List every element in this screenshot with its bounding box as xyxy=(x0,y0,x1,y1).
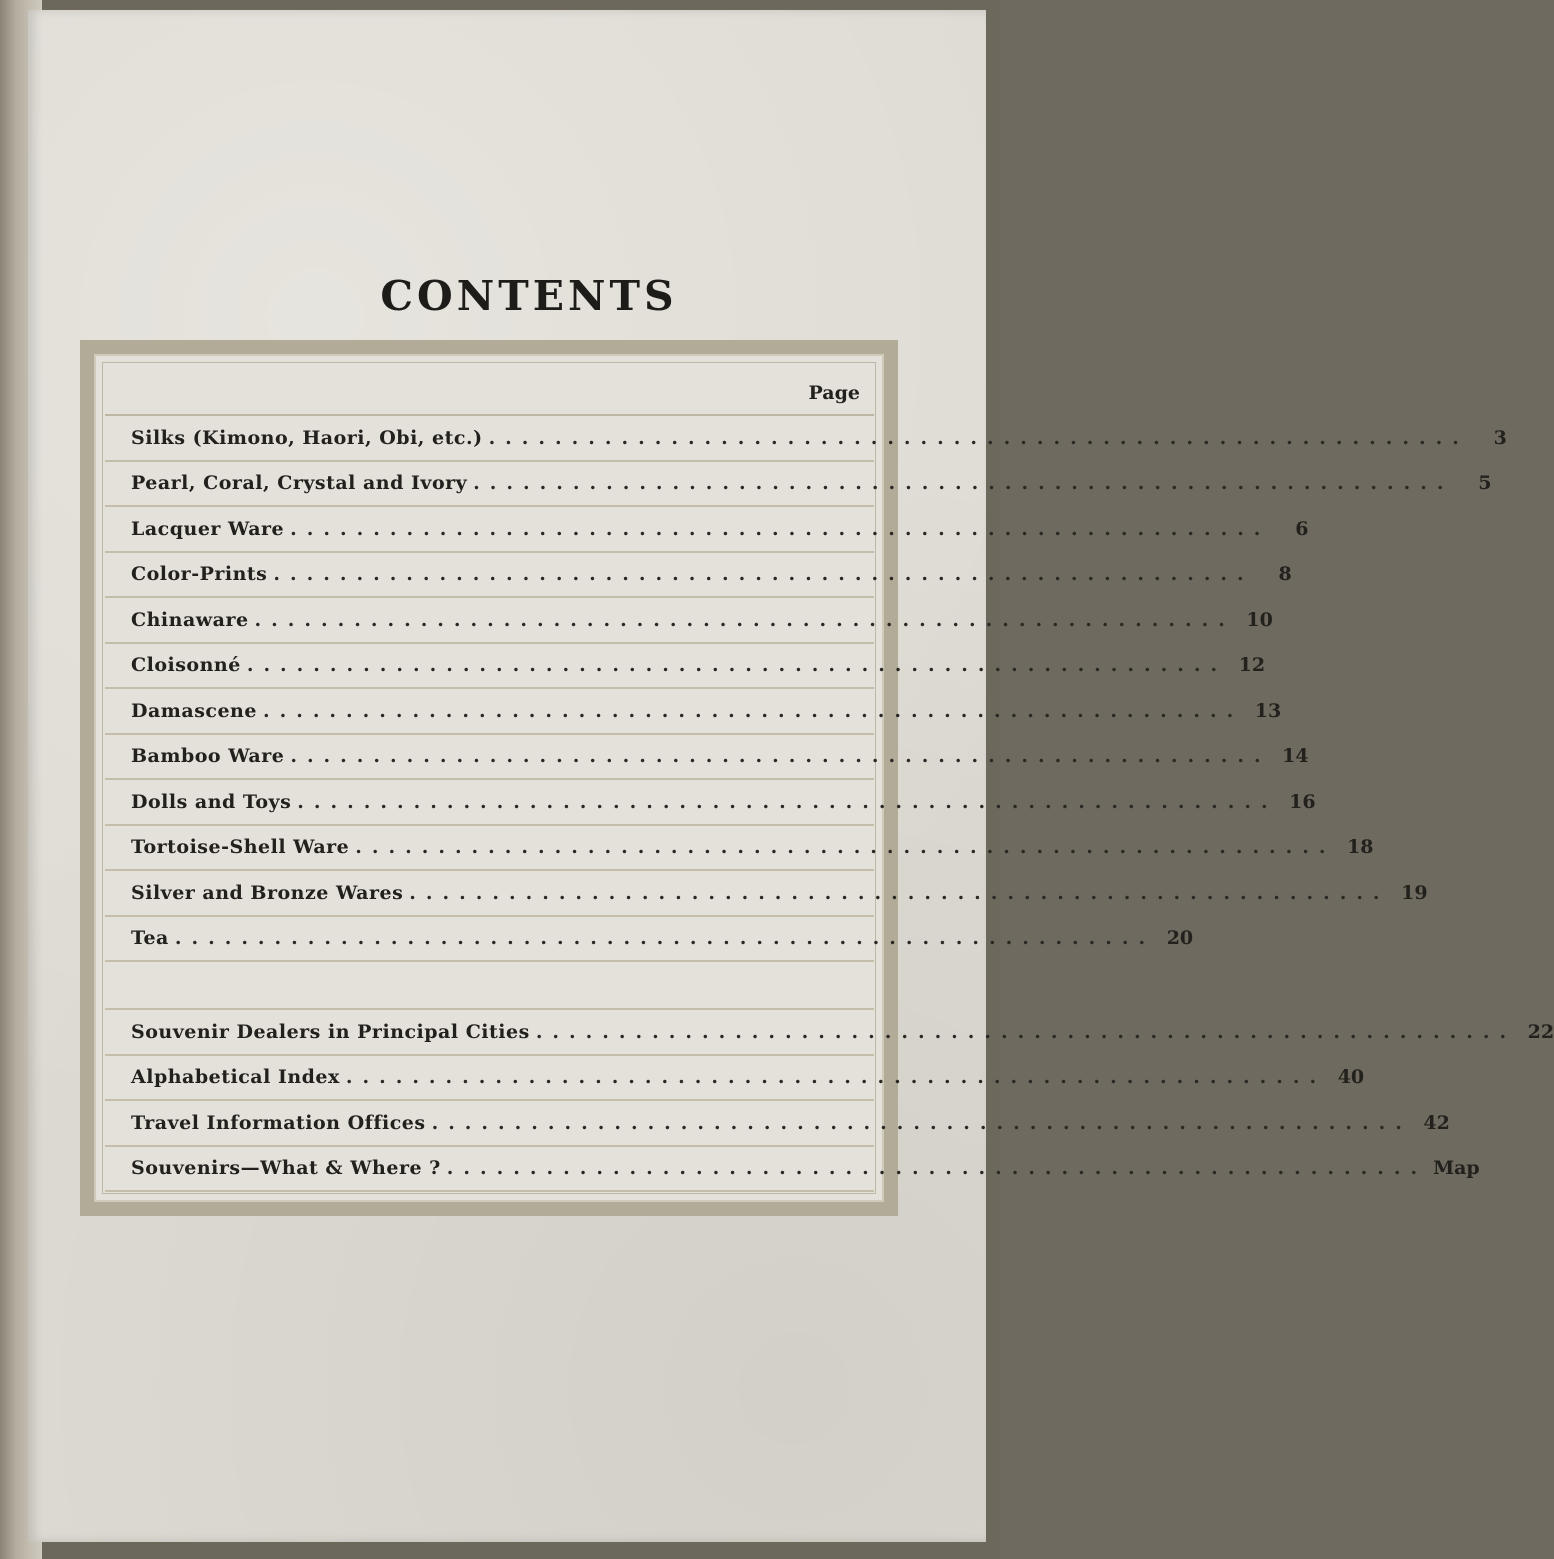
appendix-entry-label: Alphabetical Index xyxy=(131,1066,340,1089)
page-header-label: Page xyxy=(808,382,860,404)
toc-entry[interactable] xyxy=(105,644,1266,690)
toc-entry-page: 10 xyxy=(1246,608,1273,631)
appendix-entry-page: Map xyxy=(1433,1157,1480,1180)
appendix-entry-page: 22 xyxy=(1527,1020,1554,1043)
appendix-entry[interactable] xyxy=(105,1056,1365,1102)
appendix-entry[interactable] xyxy=(105,1101,1450,1147)
leader-dots: ........................................................... xyxy=(473,472,1454,495)
appendix-entry[interactable] xyxy=(105,1010,1554,1056)
toc-entry-label: Tea xyxy=(131,927,169,950)
appendix-entry-page: 42 xyxy=(1423,1111,1450,1134)
toc-entry-page: 18 xyxy=(1347,836,1374,859)
toc-entry-label: Silks (Kimono, Haori, Obi, etc.) xyxy=(131,426,483,449)
contents-list xyxy=(105,366,1554,1192)
leader-dots: ........................................................... xyxy=(290,745,1271,768)
toc-entry[interactable] xyxy=(105,780,1316,826)
toc-entry-page: 8 xyxy=(1278,563,1292,586)
leader-dots: ........................................................... xyxy=(535,1020,1517,1043)
leader-dots: ........................................................... xyxy=(174,927,1156,950)
leader-dots: ........................................................... xyxy=(409,881,1390,904)
toc-entry[interactable] xyxy=(105,553,1292,599)
page-title: CONTENTS xyxy=(380,272,678,320)
leader-dots: ........................................................... xyxy=(273,563,1254,586)
contents-panel xyxy=(94,354,1554,1202)
section-spacer xyxy=(105,962,874,1010)
leader-dots: ........................................................... xyxy=(345,1066,1327,1089)
appendix-entry-label: Travel Information Offices xyxy=(131,1111,426,1134)
appendix-entry-label: Souvenir Dealers in Principal Cities xyxy=(131,1020,530,1043)
toc-entry-page: 20 xyxy=(1166,927,1194,950)
toc-entry[interactable] xyxy=(105,826,1374,872)
toc-entry[interactable] xyxy=(105,462,1492,508)
contents-frame xyxy=(80,340,1554,1216)
leader-dots: ........................................................... xyxy=(488,426,1469,449)
page-column-header xyxy=(105,366,874,416)
toc-entry[interactable] xyxy=(105,416,1507,462)
toc-entry[interactable] xyxy=(105,735,1309,781)
toc-entry-page: 14 xyxy=(1282,745,1309,768)
leader-dots: ........................................................... xyxy=(431,1111,1412,1134)
appendix-entry-page: 40 xyxy=(1337,1066,1365,1089)
toc-entry-page: 5 xyxy=(1478,472,1492,495)
toc-entry-page: 6 xyxy=(1295,517,1309,540)
toc-entry[interactable] xyxy=(105,598,1273,644)
toc-entry-label: Tortoise-Shell Ware xyxy=(131,836,350,859)
leader-dots: ........................................................... xyxy=(262,699,1244,722)
toc-entry-label: Lacquer Ware xyxy=(131,517,285,540)
toc-entry[interactable] xyxy=(105,917,1194,963)
paper-sheet xyxy=(28,10,1554,1542)
toc-entry[interactable] xyxy=(105,507,1309,553)
toc-entry-page: 12 xyxy=(1238,654,1266,677)
leader-dots: ........................................................... xyxy=(254,608,1235,631)
toc-entry-label: Damascene xyxy=(131,699,257,722)
toc-entry-label: Silver and Bronze Wares xyxy=(131,881,404,904)
appendix-entry-label: Souvenirs—What & Where ? xyxy=(131,1157,441,1180)
leader-dots: ........................................................... xyxy=(355,836,1336,859)
toc-entry-label: Pearl, Coral, Crystal and Ivory xyxy=(131,472,468,495)
leader-dots: ........................................................... xyxy=(297,790,1278,813)
toc-entry-page: 3 xyxy=(1493,426,1507,449)
toc-entry-label: Cloisonné xyxy=(131,654,241,677)
toc-entry[interactable] xyxy=(105,871,1428,917)
leader-dots: ........................................................... xyxy=(290,517,1271,540)
toc-entry-label: Color-Prints xyxy=(131,563,268,586)
toc-entry-label: Dolls and Toys xyxy=(131,790,292,813)
appendix-entry[interactable] xyxy=(105,1147,1480,1193)
toc-entry-page: 19 xyxy=(1401,881,1428,904)
leader-dots: ........................................................... xyxy=(246,654,1228,677)
leader-dots: ........................................................... xyxy=(446,1157,1428,1180)
toc-entry-label: Bamboo Ware xyxy=(131,745,285,768)
toc-entry[interactable] xyxy=(105,689,1282,735)
toc-entry-page: 13 xyxy=(1254,699,1282,722)
toc-entry-page: 16 xyxy=(1289,790,1316,813)
toc-entry-label: Chinaware xyxy=(131,608,249,631)
